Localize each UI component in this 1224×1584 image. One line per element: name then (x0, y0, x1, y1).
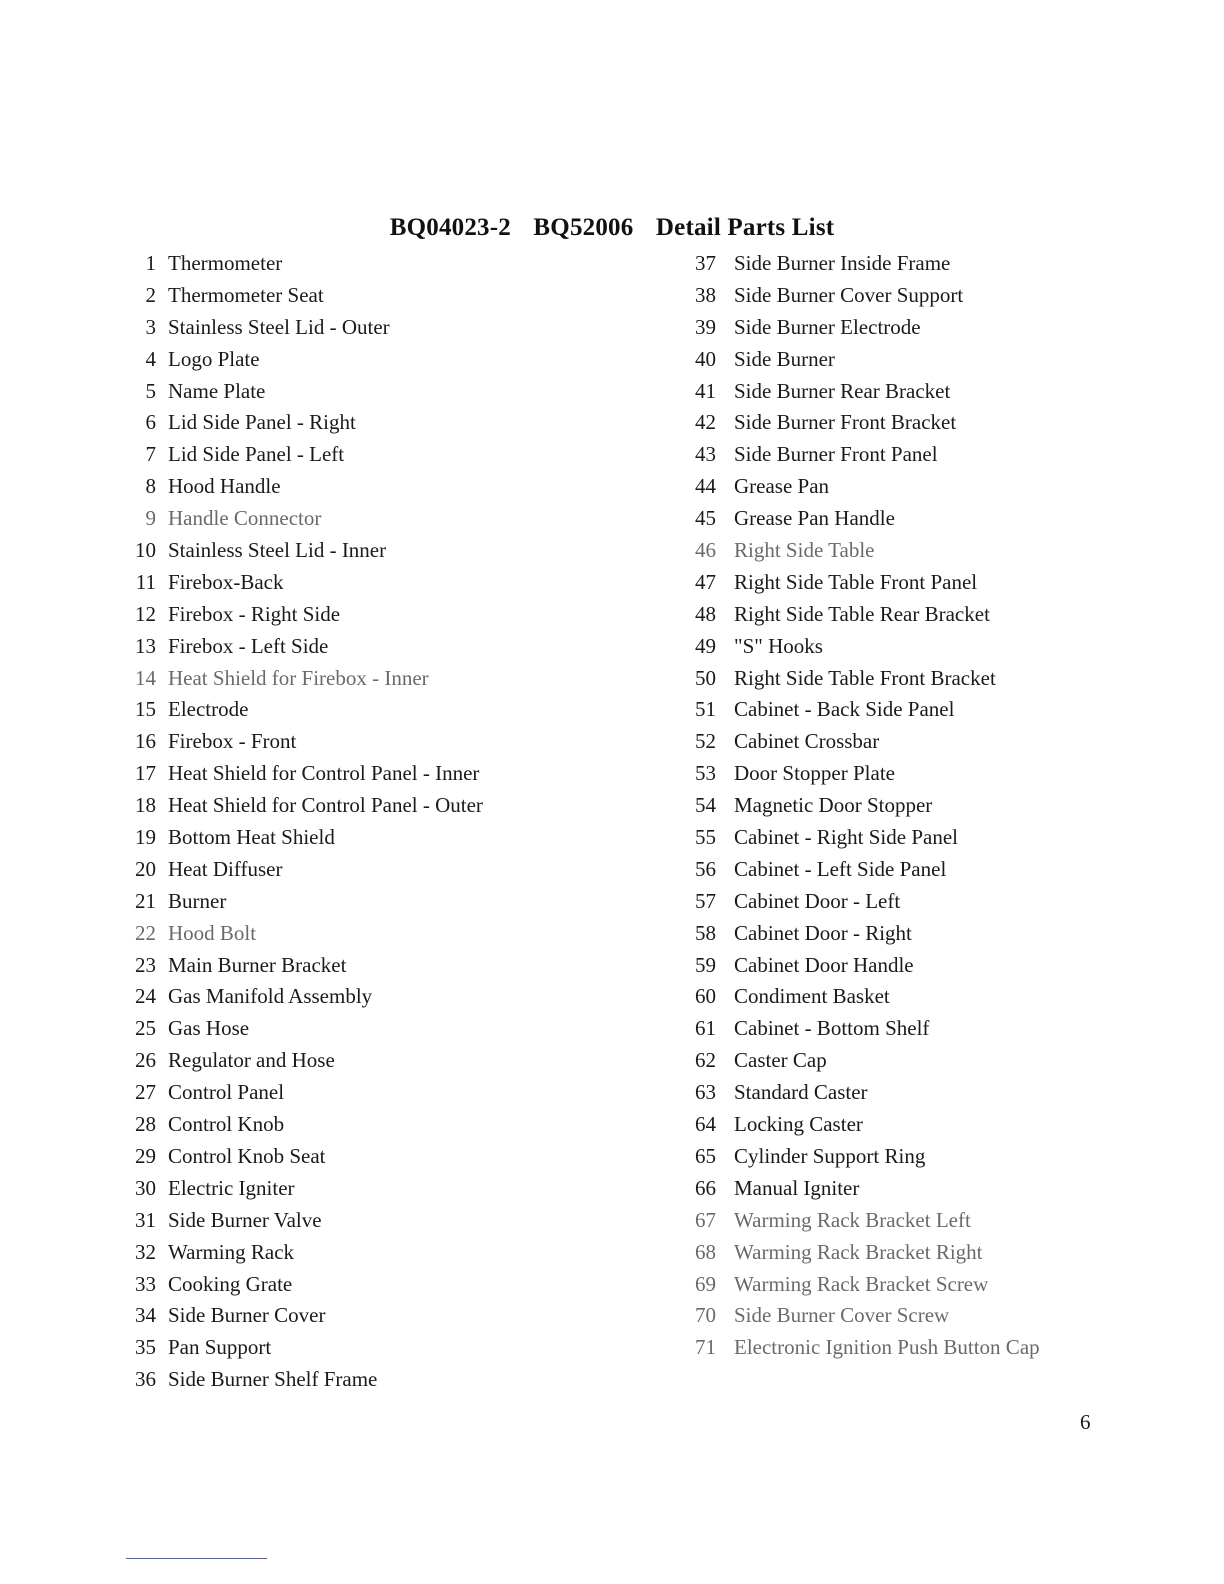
parts-list-left-column (120, 248, 640, 1396)
part-number: 10 (135, 538, 156, 563)
part-list-item (120, 567, 640, 599)
model-number-1: BQ04023-2 (389, 214, 511, 241)
part-list-item (678, 758, 1198, 790)
part-name: Electric Igniter (168, 1175, 295, 1200)
part-list-item (120, 407, 640, 439)
part-number: 59 (695, 952, 716, 977)
part-list-item (678, 822, 1198, 854)
part-list-item (678, 567, 1198, 599)
part-list-item (120, 312, 640, 344)
part-number: 64 (695, 1112, 716, 1137)
part-name: Condiment Basket (734, 984, 890, 1009)
part-number: 40 (695, 346, 716, 371)
part-list-item (678, 981, 1198, 1013)
part-list-item (120, 1300, 640, 1332)
page-number: 6 (1080, 1410, 1091, 1434)
part-list-item (678, 918, 1198, 950)
part-list-item (120, 694, 640, 726)
part-number: 41 (695, 378, 716, 403)
part-number: 28 (135, 1112, 156, 1137)
part-name: Side Burner Rear Bracket (734, 378, 951, 403)
part-number: 17 (135, 761, 156, 786)
part-list-item (120, 854, 640, 886)
part-number: 9 (145, 506, 156, 531)
part-name: Cabinet - Bottom Shelf (734, 1016, 930, 1041)
part-list-item (120, 631, 640, 663)
part-list-item (678, 726, 1198, 758)
part-name: Lid Side Panel - Left (168, 442, 345, 467)
part-list-item (678, 1141, 1198, 1173)
part-number: 26 (135, 1048, 156, 1073)
part-name: Firebox - Left Side (168, 633, 329, 658)
part-list-item (678, 407, 1198, 439)
part-number: 19 (135, 825, 156, 850)
part-list-item (120, 1364, 640, 1396)
part-name: Firebox - Right Side (168, 601, 341, 626)
part-name: Side Burner Front Panel (734, 442, 938, 467)
part-name: Control Knob Seat (168, 1143, 326, 1168)
part-number: 23 (135, 952, 156, 977)
part-number: 51 (695, 697, 716, 722)
part-number: 68 (695, 1239, 716, 1264)
part-number: 55 (695, 825, 716, 850)
part-number: 57 (695, 888, 716, 913)
part-list-item (120, 822, 640, 854)
part-number: 48 (695, 601, 716, 626)
part-list-item (120, 790, 640, 822)
part-number: 15 (135, 697, 156, 722)
part-name: Main Burner Bracket (168, 952, 347, 977)
part-list-item (120, 1077, 640, 1109)
part-name: Heat Diffuser (168, 856, 283, 881)
part-number: 61 (695, 1016, 716, 1041)
part-name: Stainless Steel Lid - Inner (168, 538, 387, 563)
part-number: 53 (695, 761, 716, 786)
part-list-item (120, 726, 640, 758)
part-list-item (120, 981, 640, 1013)
part-name: Warming Rack Bracket Screw (734, 1271, 989, 1296)
part-list-item (678, 248, 1198, 280)
part-name: Cabinet - Back Side Panel (734, 697, 955, 722)
part-name: Gas Hose (168, 1016, 250, 1041)
part-list-item (120, 599, 640, 631)
part-number: 60 (695, 984, 716, 1009)
part-number: 24 (135, 984, 156, 1009)
part-list-item (120, 1109, 640, 1141)
part-number: 4 (145, 346, 156, 371)
model-number-2: BQ52006 (533, 214, 634, 241)
part-number: 31 (135, 1207, 156, 1232)
part-number: 30 (135, 1175, 156, 1200)
part-list-item (678, 1077, 1198, 1109)
part-name: Locking Caster (734, 1112, 863, 1137)
part-list-item (120, 758, 640, 790)
part-list-item (678, 1109, 1198, 1141)
title-heading: Detail Parts List (655, 214, 835, 241)
part-name: Thermometer (168, 251, 283, 275)
part-name: Standard Caster (734, 1080, 868, 1105)
part-name: Grease Pan (734, 474, 830, 499)
page-title (0, 214, 1224, 242)
part-name: Regulator and Hose (168, 1048, 335, 1073)
part-number: 2 (145, 282, 156, 307)
part-name: Right Side Table Rear Bracket (734, 601, 990, 626)
part-name: Heat Shield for Control Panel - Outer (168, 793, 483, 818)
part-number: 1 (145, 251, 156, 275)
part-number: 39 (695, 314, 716, 339)
part-name: Electronic Ignition Push Button Cap (734, 1335, 1040, 1360)
part-name: Side Burner Cover Support (734, 282, 964, 307)
part-list-item (678, 1269, 1198, 1301)
part-list-item (678, 471, 1198, 503)
part-name: Cabinet Door Handle (734, 952, 914, 977)
part-number: 16 (135, 729, 156, 754)
part-list-item (120, 1332, 640, 1364)
part-number: 63 (695, 1080, 716, 1105)
part-number: 5 (145, 378, 156, 403)
part-name: Side Burner (734, 346, 835, 371)
part-number: 58 (695, 920, 716, 945)
part-list-item (678, 1332, 1198, 1364)
part-name: Hood Handle (168, 474, 281, 499)
part-number: 29 (135, 1143, 156, 1168)
part-number: 12 (135, 601, 156, 626)
part-number: 49 (695, 633, 716, 658)
part-number: 71 (695, 1335, 716, 1360)
part-name: Logo Plate (168, 346, 260, 371)
part-number: 52 (695, 729, 716, 754)
part-name: Caster Cap (734, 1048, 827, 1073)
part-number: 47 (695, 569, 716, 594)
part-list-item (678, 535, 1198, 567)
part-name: Stainless Steel Lid - Outer (168, 314, 390, 339)
part-name: Cylinder Support Ring (734, 1143, 926, 1168)
part-number: 43 (695, 442, 716, 467)
part-number: 18 (135, 793, 156, 818)
part-name: Bottom Heat Shield (168, 825, 335, 850)
part-name: Side Burner Valve (168, 1207, 322, 1232)
part-name: Magnetic Door Stopper (734, 793, 933, 818)
part-number: 13 (135, 633, 156, 658)
part-name: Cabinet - Left Side Panel (734, 856, 947, 881)
part-number: 20 (135, 856, 156, 881)
part-number: 21 (135, 888, 156, 913)
part-name: Side Burner Inside Frame (734, 251, 951, 275)
part-number: 46 (695, 538, 716, 563)
part-name: Right Side Table (734, 538, 875, 563)
part-name: Handle Connector (168, 506, 322, 531)
part-name: Warming Rack Bracket Right (734, 1239, 983, 1264)
part-list-item (678, 790, 1198, 822)
part-name: Cabinet Door - Left (734, 888, 901, 913)
part-name: Name Plate (168, 378, 266, 403)
part-list-item (678, 1205, 1198, 1237)
part-list-item (120, 1205, 640, 1237)
part-name: Hood Bolt (168, 920, 257, 945)
part-list-item (120, 1045, 640, 1077)
part-number: 42 (695, 410, 716, 435)
part-list-item (678, 1013, 1198, 1045)
part-name: Heat Shield for Control Panel - Inner (168, 761, 480, 786)
part-name: Warming Rack (168, 1239, 295, 1264)
part-name: Door Stopper Plate (734, 761, 895, 786)
part-name: Side Burner Cover Screw (734, 1303, 950, 1328)
part-list-item (120, 1237, 640, 1269)
part-number: 69 (695, 1271, 716, 1296)
part-number: 45 (695, 506, 716, 531)
part-name: Electrode (168, 697, 249, 722)
part-name: Pan Support (168, 1335, 272, 1360)
part-name: Cabinet Crossbar (734, 729, 880, 754)
part-list-item (678, 854, 1198, 886)
part-list-item (678, 1300, 1198, 1332)
part-name: Gas Manifold Assembly (168, 984, 373, 1009)
part-list-item (678, 1173, 1198, 1205)
part-list-item (120, 471, 640, 503)
part-number: 14 (135, 665, 156, 690)
part-list-item (678, 503, 1198, 535)
part-number: 56 (695, 856, 716, 881)
part-number: 54 (695, 793, 716, 818)
part-list-item (678, 886, 1198, 918)
part-number: 35 (135, 1335, 156, 1360)
part-list-item (120, 376, 640, 408)
part-number: 11 (135, 569, 156, 594)
part-number: 27 (135, 1080, 156, 1105)
part-number: 7 (145, 442, 156, 467)
part-number: 33 (135, 1271, 156, 1296)
part-name: Cabinet Door - Right (734, 920, 912, 945)
part-number: 70 (695, 1303, 716, 1328)
part-name: Lid Side Panel - Right (168, 410, 356, 435)
part-name: Side Burner Cover (168, 1303, 326, 1328)
part-list-item (678, 599, 1198, 631)
part-list-item (678, 631, 1198, 663)
part-list-item (120, 886, 640, 918)
footer-link-underline (126, 1558, 267, 1559)
part-number: 66 (695, 1175, 716, 1200)
part-list-item (678, 439, 1198, 471)
part-name: Thermometer Seat (168, 282, 324, 307)
part-list-item (120, 248, 640, 280)
part-list-item (120, 535, 640, 567)
part-number: 34 (135, 1303, 156, 1328)
part-number: 37 (695, 251, 716, 275)
part-name: Grease Pan Handle (734, 506, 895, 531)
part-list-item (678, 694, 1198, 726)
part-name: "S" Hooks (734, 633, 823, 658)
part-list-item (120, 950, 640, 982)
part-name: Right Side Table Front Bracket (734, 665, 996, 690)
part-list-item (120, 1013, 640, 1045)
part-number: 3 (145, 314, 156, 339)
part-list-item (120, 344, 640, 376)
part-number: 67 (695, 1207, 716, 1232)
part-name: Heat Shield for Firebox - Inner (168, 665, 429, 690)
part-name: Cabinet - Right Side Panel (734, 825, 958, 850)
part-list-item (120, 1141, 640, 1173)
part-name: Control Panel (168, 1080, 285, 1105)
part-list-item (678, 950, 1198, 982)
part-list-item (678, 376, 1198, 408)
part-number: 38 (695, 282, 716, 307)
part-number: 6 (145, 410, 156, 435)
part-name: Burner (168, 888, 227, 913)
part-name: Manual Igniter (734, 1175, 860, 1200)
part-number: 32 (135, 1239, 156, 1264)
part-name: Right Side Table Front Panel (734, 569, 978, 594)
part-list-item (120, 1173, 640, 1205)
part-list-item (120, 503, 640, 535)
part-name: Control Knob (168, 1112, 285, 1137)
part-list-item (120, 663, 640, 695)
part-list-item (120, 439, 640, 471)
part-list-item (120, 1269, 640, 1301)
part-list-item (678, 312, 1198, 344)
part-name: Firebox-Back (168, 569, 284, 594)
part-list-item (678, 1045, 1198, 1077)
part-name: Cooking Grate (168, 1271, 293, 1296)
part-name: Firebox - Front (168, 729, 297, 754)
part-list-item (678, 344, 1198, 376)
part-number: 36 (135, 1367, 156, 1392)
part-number: 8 (145, 474, 156, 499)
part-name: Side Burner Electrode (734, 314, 921, 339)
part-number: 25 (135, 1016, 156, 1041)
part-list-item (678, 280, 1198, 312)
parts-list-right-column (678, 248, 1198, 1364)
part-name: Warming Rack Bracket Left (734, 1207, 971, 1232)
part-list-item (678, 1237, 1198, 1269)
part-number: 50 (695, 665, 716, 690)
part-number: 62 (695, 1048, 716, 1073)
part-number: 22 (135, 920, 156, 945)
part-list-item (120, 280, 640, 312)
part-list-item (120, 918, 640, 950)
part-number: 44 (695, 474, 716, 499)
part-number: 65 (695, 1143, 716, 1168)
part-name: Side Burner Shelf Frame (168, 1367, 378, 1392)
part-list-item (678, 663, 1198, 695)
part-name: Side Burner Front Bracket (734, 410, 957, 435)
